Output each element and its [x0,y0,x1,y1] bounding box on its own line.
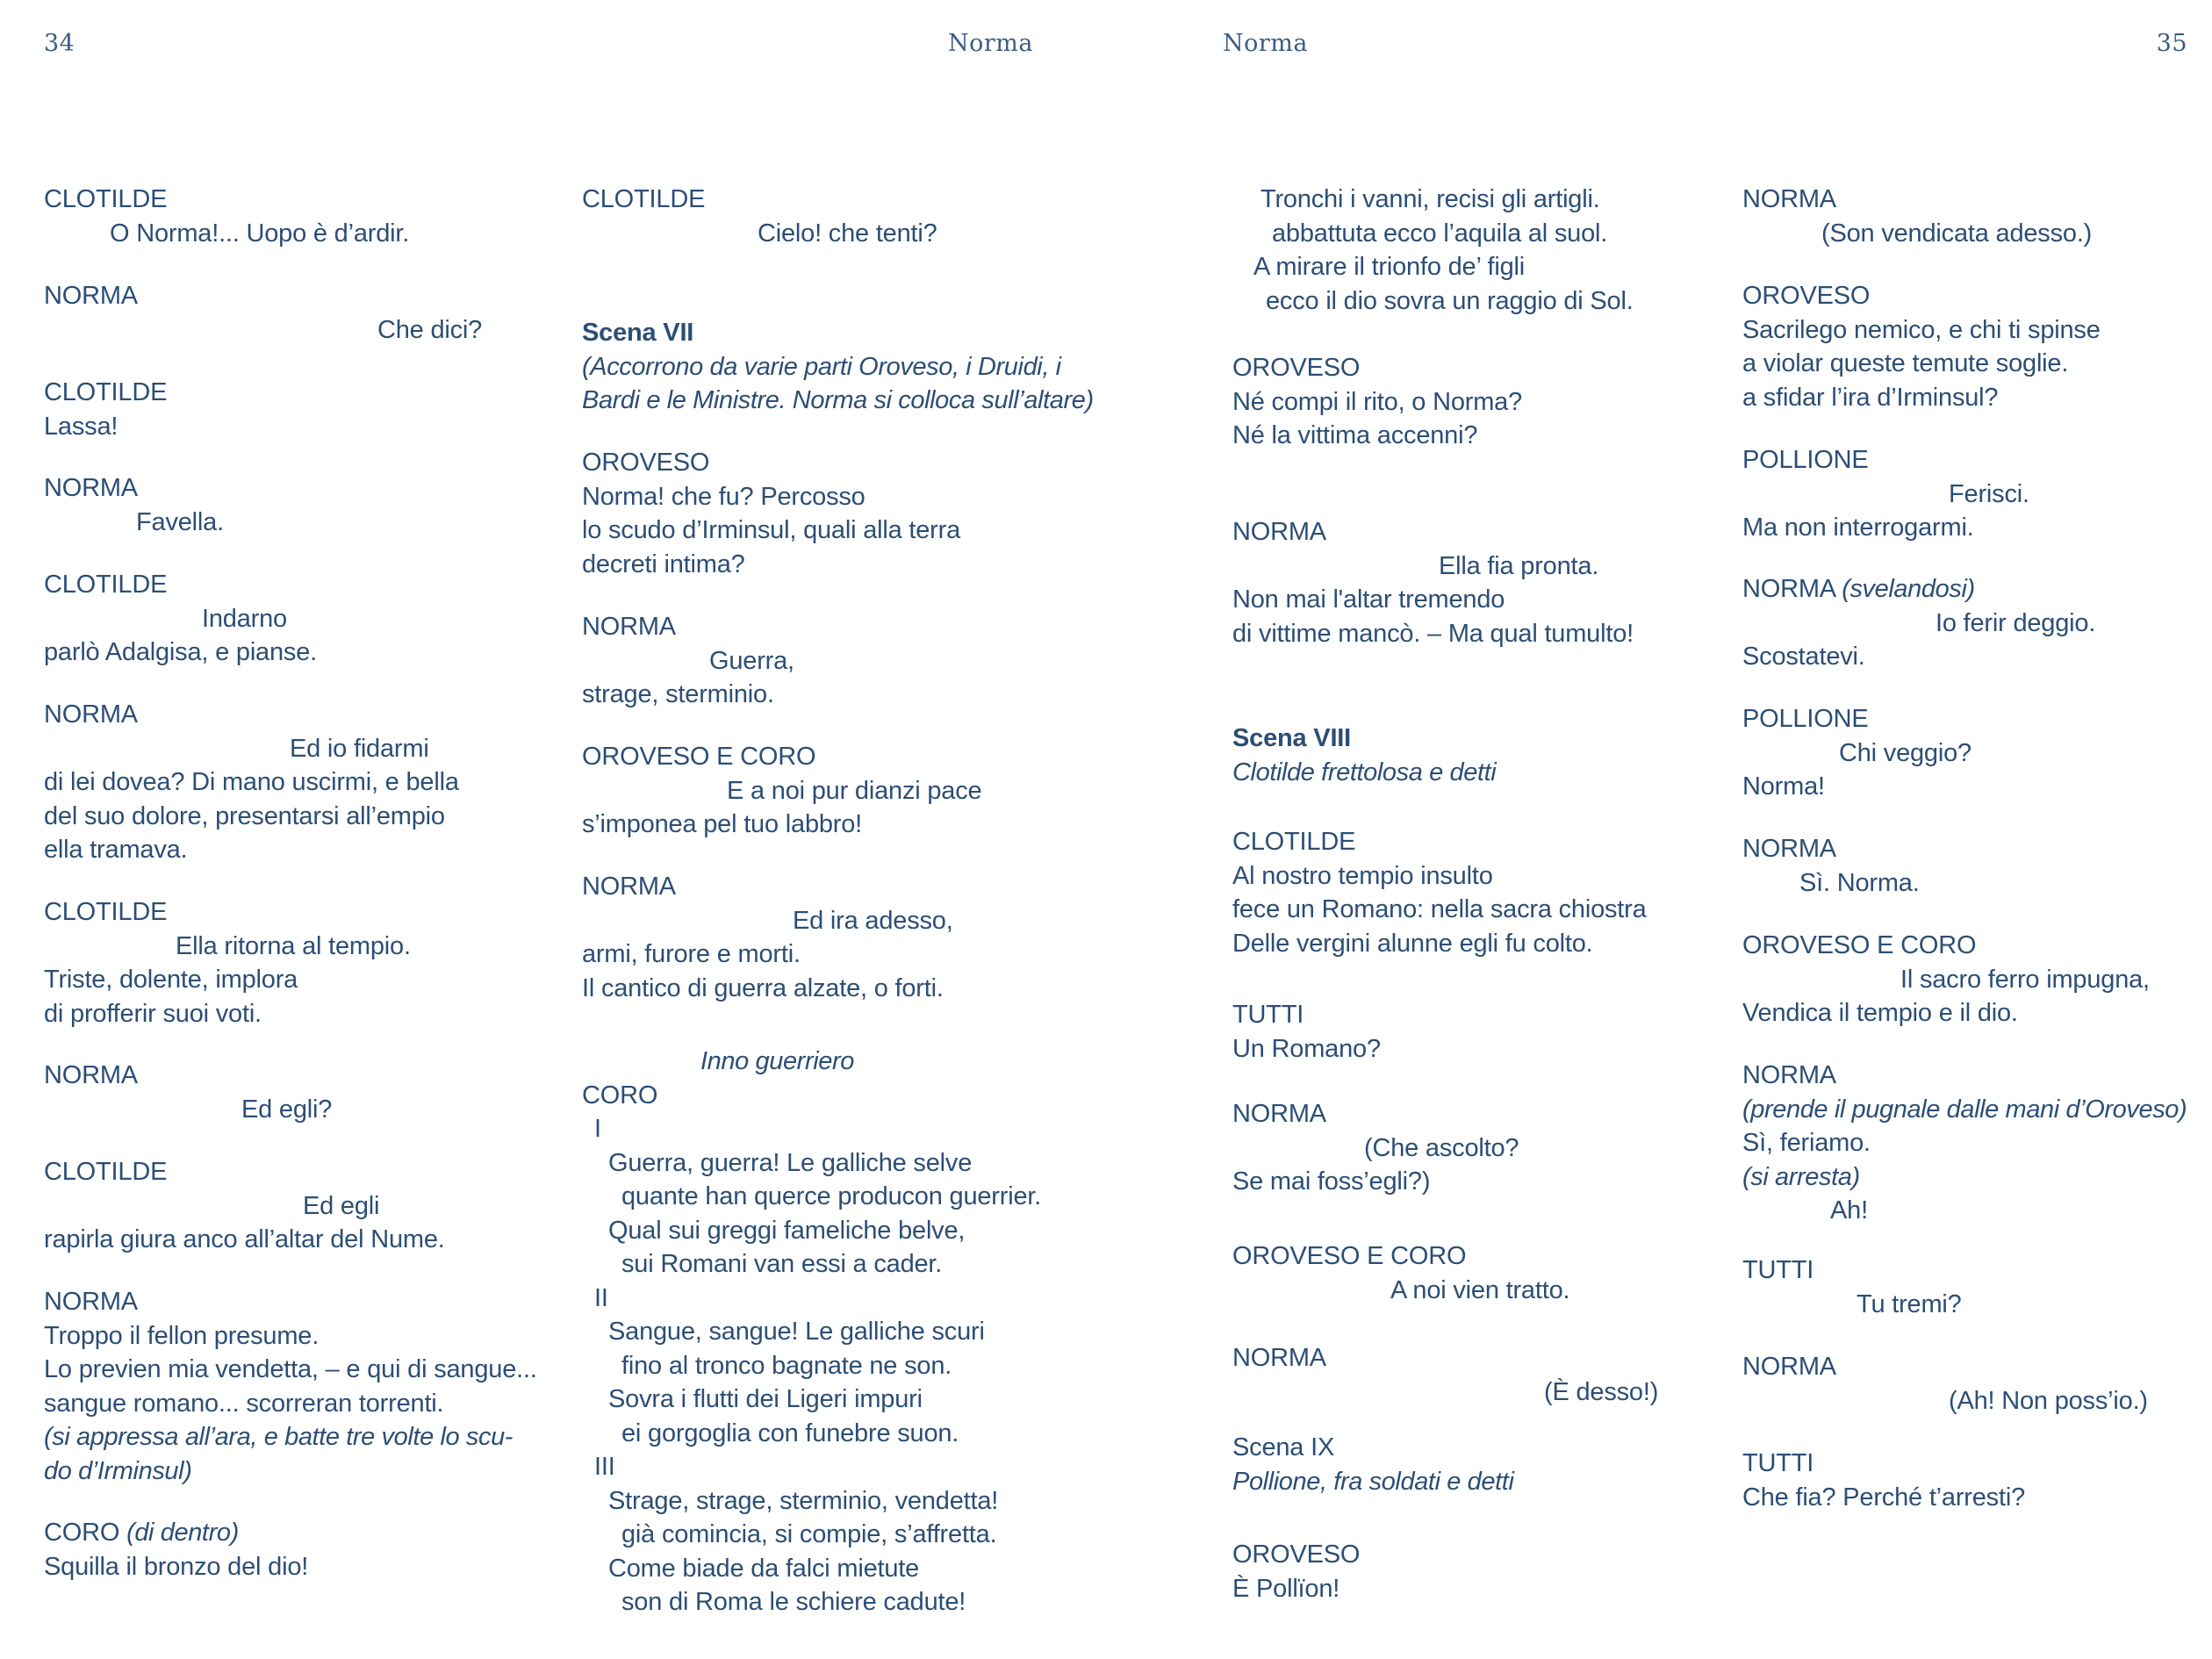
speech-block [44,183,588,250]
speaker-label: NORMA [1742,1061,1836,1089]
verse-line: Lo previen mia vendetta, – e qui di sangue... [44,1355,537,1383]
speaker-label: TUTTI [1232,1001,1304,1029]
speech-block [1232,825,1777,960]
speaker-label: POLLIONE [1742,705,1869,733]
speaker-label: NORMA [582,613,676,641]
speaker-label: OROVESO [582,449,710,477]
verse-line: Ed io fidarmi [290,734,429,763]
speech-block [1232,1341,1777,1409]
verse-line: Sì, feriamo. [1742,1129,1871,1157]
verse-line: Favella. [136,507,224,536]
speaker-label: CLOTILDE [44,378,168,406]
speaker-label: CLOTILDE [44,1158,168,1186]
verse-line: (Che ascolto? [1364,1133,1519,1162]
speech-block [582,870,1126,1005]
verse-line: Al nostro tempio insulto [1232,861,1493,890]
verse-line: Lassa! [44,412,118,441]
verse-line: Un Romano? [1232,1034,1381,1063]
speaker-label: NORMA [1232,518,1326,546]
verse-line: Squilla il bronzo del dio! [44,1552,309,1581]
verse-line: Che fia? Perché t’arresti? [1742,1483,2026,1512]
speaker-label: CORO (di dentro) [44,1519,239,1547]
verse-line: Non mai l'altar tremendo [1232,585,1505,614]
verse-line: (Son vendicata adesso.) [1821,219,2093,248]
speaker-label: CLOTILDE [44,898,168,926]
verse-line: Io ferir deggio. [1936,608,2096,637]
scene-block [582,316,1126,418]
running-head-left: Norma [948,30,1033,57]
stage-direction: do d’Irminsul) [44,1456,192,1485]
verse-line: strage, sterminio. [582,680,774,708]
verse-line: sui Romani van essi a cader. [621,1250,943,1278]
verse-line: Scostatevi. [1742,643,1865,671]
stage-direction: (si appressa all’ara, e batte tre volte lo scu- [44,1423,514,1451]
speech-block [1232,1097,1777,1199]
verse-line: Ah! [1830,1196,1868,1224]
verse-line: Strage, strage, sterminio, vendetta! [608,1486,999,1515]
verse-line: Ed egli [303,1191,380,1220]
scene-heading: Scena VIII [1232,724,1352,752]
verse-line: Indarno [202,604,287,633]
page-number-right: 35 [2156,30,2187,57]
stanza-numeral: II [594,1283,608,1312]
speech-block [1232,1239,1777,1307]
speech-block [44,1059,588,1126]
verse-line: Chi veggio? [1839,738,1971,767]
verse-line: Tronchi i vanni, recisi gli artigli. [1260,185,1600,213]
page-number-left: 34 [44,30,75,57]
verse-line: Ma non interrogarmi. [1742,514,1974,542]
speech-block [582,610,1126,712]
verse-line: ecco il dio sovra un raggio di Sol. [1266,286,1634,315]
verse-line: O Norma!... Uopo è d’ardir. [110,219,410,248]
verse-line: (Ah! Non poss’io.) [1949,1386,2148,1415]
speaker-label: NORMA [44,282,138,310]
speaker-label: POLLIONE [1742,446,1869,474]
verse-line: di profferir suoi voti. [44,999,262,1028]
verse-line: Triste, dolente, implora [44,966,298,994]
speaker-label: NORMA [44,1061,138,1089]
verse-line: ella tramava. [44,836,188,864]
speech-block [1742,1253,2212,1321]
verse-line: Tu tremi? [1856,1289,1962,1318]
speech-block [1232,351,1777,453]
verse-line: Ella ritorna al tempio. [176,931,411,960]
speaker-label: NORMA [1742,1353,1836,1381]
page34-column-1 [44,0,588,1659]
verse-line: Come biade da falci mietute [608,1554,920,1583]
verse-line: son di Roma le schiere cadute! [621,1588,966,1616]
stanza-numeral: III [594,1453,615,1481]
verse-line: Sovra i flutti dei Ligeri impuri [608,1385,923,1413]
verse-line: Ferisci. [1949,479,2029,508]
verse-line: del suo dolore, presentarsi all’empio [44,801,445,830]
page34-column-2 [582,0,1126,1659]
stage-direction: (prende il pugnale dalle mani d’Oroveso) [1742,1095,2187,1124]
stage-direction: Clotilde frettolosa e detti [1232,758,1497,786]
speaker-label: CLOTILDE [1232,828,1356,856]
verse-line: Che dici? [377,315,483,344]
speech-block [44,376,588,443]
stage-direction: (si arresta) [1742,1162,1860,1191]
verse-line: Norma! che fu? Percosso [582,482,865,511]
speaker-label: NORMA [1742,835,1836,863]
verse-line: Delle vergini alunne egli fu colto. [1232,929,1593,958]
speech-block [1742,702,2212,804]
verse-line: Troppo il fellon presume. [44,1321,320,1350]
speaker-label: CLOTILDE [44,185,168,213]
speech-block [44,1155,588,1257]
verse-line: fino al tronco bagnate ne son. [621,1351,952,1380]
verse-line: Guerra, [709,646,794,675]
verse-line: Sangue, sangue! Le galliche scuri [608,1318,985,1346]
speaker-label: OROVESO [1742,282,1871,310]
verse-line: di lei dovea? Di mano uscirmi, e bella [44,768,459,796]
scene-heading: Scena IX [1232,1433,1335,1462]
speech-block [1742,832,2212,900]
verse-line: Ed ira adesso, [793,906,953,935]
verse-line: Né compi il rito, o Norma? [1232,387,1523,416]
verse-line: già comincia, si compie, s’affretta. [621,1520,997,1548]
verse-line: fece un Romano: nella sacra chiostra [1232,895,1647,923]
stage-direction: (Accorrono da varie parti Oroveso, i Druidi, i [582,352,1061,381]
speaker-label: NORMA [44,474,138,502]
verse-line: E a noi pur dianzi pace [727,776,982,805]
page35-column-1 [1232,0,1777,1659]
verse-line: Né la vittima accenni? [1232,421,1478,449]
speaker-label: NORMA [582,873,676,901]
hymn-block [582,1045,1126,1620]
speech-block [1232,515,1777,650]
speaker-label: OROVESO E CORO [582,743,816,771]
speech-block [582,740,1126,842]
verse-line: Ella fia pronta. [1439,551,1599,580]
verse-line: È Pollïon! [1232,1574,1340,1603]
verse-line: Guerra, guerra! Le galliche selve [608,1148,973,1177]
speaker-label: NORMA [44,1288,138,1316]
speech-block [44,1285,588,1488]
verse-line: Sì. Norma. [1799,868,1920,897]
page35-column-2 [1742,0,2212,1659]
speaker-label: OROVESO E CORO [1742,931,1977,959]
speech-block [1742,1447,2212,1514]
speech-block [1742,1059,2212,1228]
stage-direction: Pollione, fra soldati e detti [1232,1467,1514,1496]
verse-line: s’imponea pel tuo labbro! [582,810,863,838]
speech-block [1742,1350,2212,1418]
speaker-label: OROVESO [1232,354,1361,382]
verse-line: armi, furore e morti. [582,940,801,968]
verse-line: quante han querce producon guerrier. [621,1182,1042,1210]
running-head-right: Norma [1223,30,1308,57]
speech-block [44,1516,588,1584]
speaker-label: CLOTILDE [582,185,706,213]
scene-block [1232,722,1777,789]
verse-line: parlò Adalgisa, e pianse. [44,638,317,666]
hymn-title: Inno guerriero [700,1047,854,1075]
verse-line: Se mai foss’egli?) [1232,1167,1431,1196]
speaker-label: CLOTILDE [44,571,168,599]
verse-line: A mirare il trionfo de’ figli [1253,253,1526,281]
speaker-label: NORMA [44,700,138,729]
speech-block [1742,443,2212,545]
stage-direction: (di dentro) [126,1519,239,1547]
verse-line: (È desso!) [1544,1377,1659,1406]
speech-block [582,446,1126,581]
speech-block [1742,572,2212,674]
speech-block [1742,279,2212,414]
speech-block [1232,998,1777,1066]
verse-line: Ed egli? [241,1095,333,1124]
verse-line: ei gorgoglia con funebre suon. [621,1418,959,1447]
verse-line: lo scudo d’Irminsul, quali alla terra [582,516,961,544]
verse-line: sangue romano... scorreran torrenti. [44,1389,444,1418]
speech-block [1742,183,2212,250]
hymn-block [1232,183,1777,318]
speech-block [582,183,1126,250]
scene-block [1232,1431,1777,1498]
speaker-label: NORMA [1742,185,1836,213]
speech-block [1742,929,2212,1031]
stanza-numeral: I [594,1115,601,1143]
speaker-label: OROVESO E CORO [1232,1242,1467,1270]
speaker-label: TUTTI [1742,1256,1814,1284]
verse-line: Cielo! che tenti? [758,219,937,248]
speech-block [44,568,588,670]
verse-line: a sfidar l’ira d’Irminsul? [1742,383,1999,412]
verse-line: A noi vien tratto. [1390,1275,1570,1304]
speaker-label: TUTTI [1742,1449,1814,1477]
verse-line: rapirla giura anco all’altar del Nume. [44,1225,445,1253]
stage-direction: (svelandosi) [1842,575,1975,603]
speaker-label: CORO [582,1081,658,1110]
verse-line: Sacrilego nemico, e chi ti spinse [1742,315,2101,344]
verse-line: Norma! [1742,772,1825,801]
stage-direction: Bardi e le Ministre. Norma si colloca sull’altare) [582,386,1094,414]
verse-line: Il cantico di guerra alzate, o forti. [582,973,944,1002]
speech-block [44,895,588,1031]
scene-heading: Scena VII [582,319,694,347]
verse-line: Vendica il tempio e il dio. [1742,999,2018,1027]
speech-block [44,698,588,867]
verse-line: decreti intima? [582,549,745,578]
speaker-label: NORMA [1232,1100,1326,1128]
speech-block [44,279,588,347]
verse-line: Il sacro ferro impugna, [1900,965,2150,994]
verse-line: Qual sui greggi fameliche belve, [608,1216,966,1245]
verse-line: abbattuta ecco l’aquila al suol. [1272,219,1608,248]
speech-block [44,471,588,539]
verse-line: di vittime mancò. – Ma qual tumulto! [1232,619,1634,648]
speech-block [1232,1538,1777,1605]
speaker-label: NORMA (svelandosi) [1742,575,1975,603]
speaker-label: OROVESO [1232,1540,1361,1569]
verse-line: a violar queste temute soglie. [1742,349,2069,377]
speaker-label: NORMA [1232,1344,1326,1372]
